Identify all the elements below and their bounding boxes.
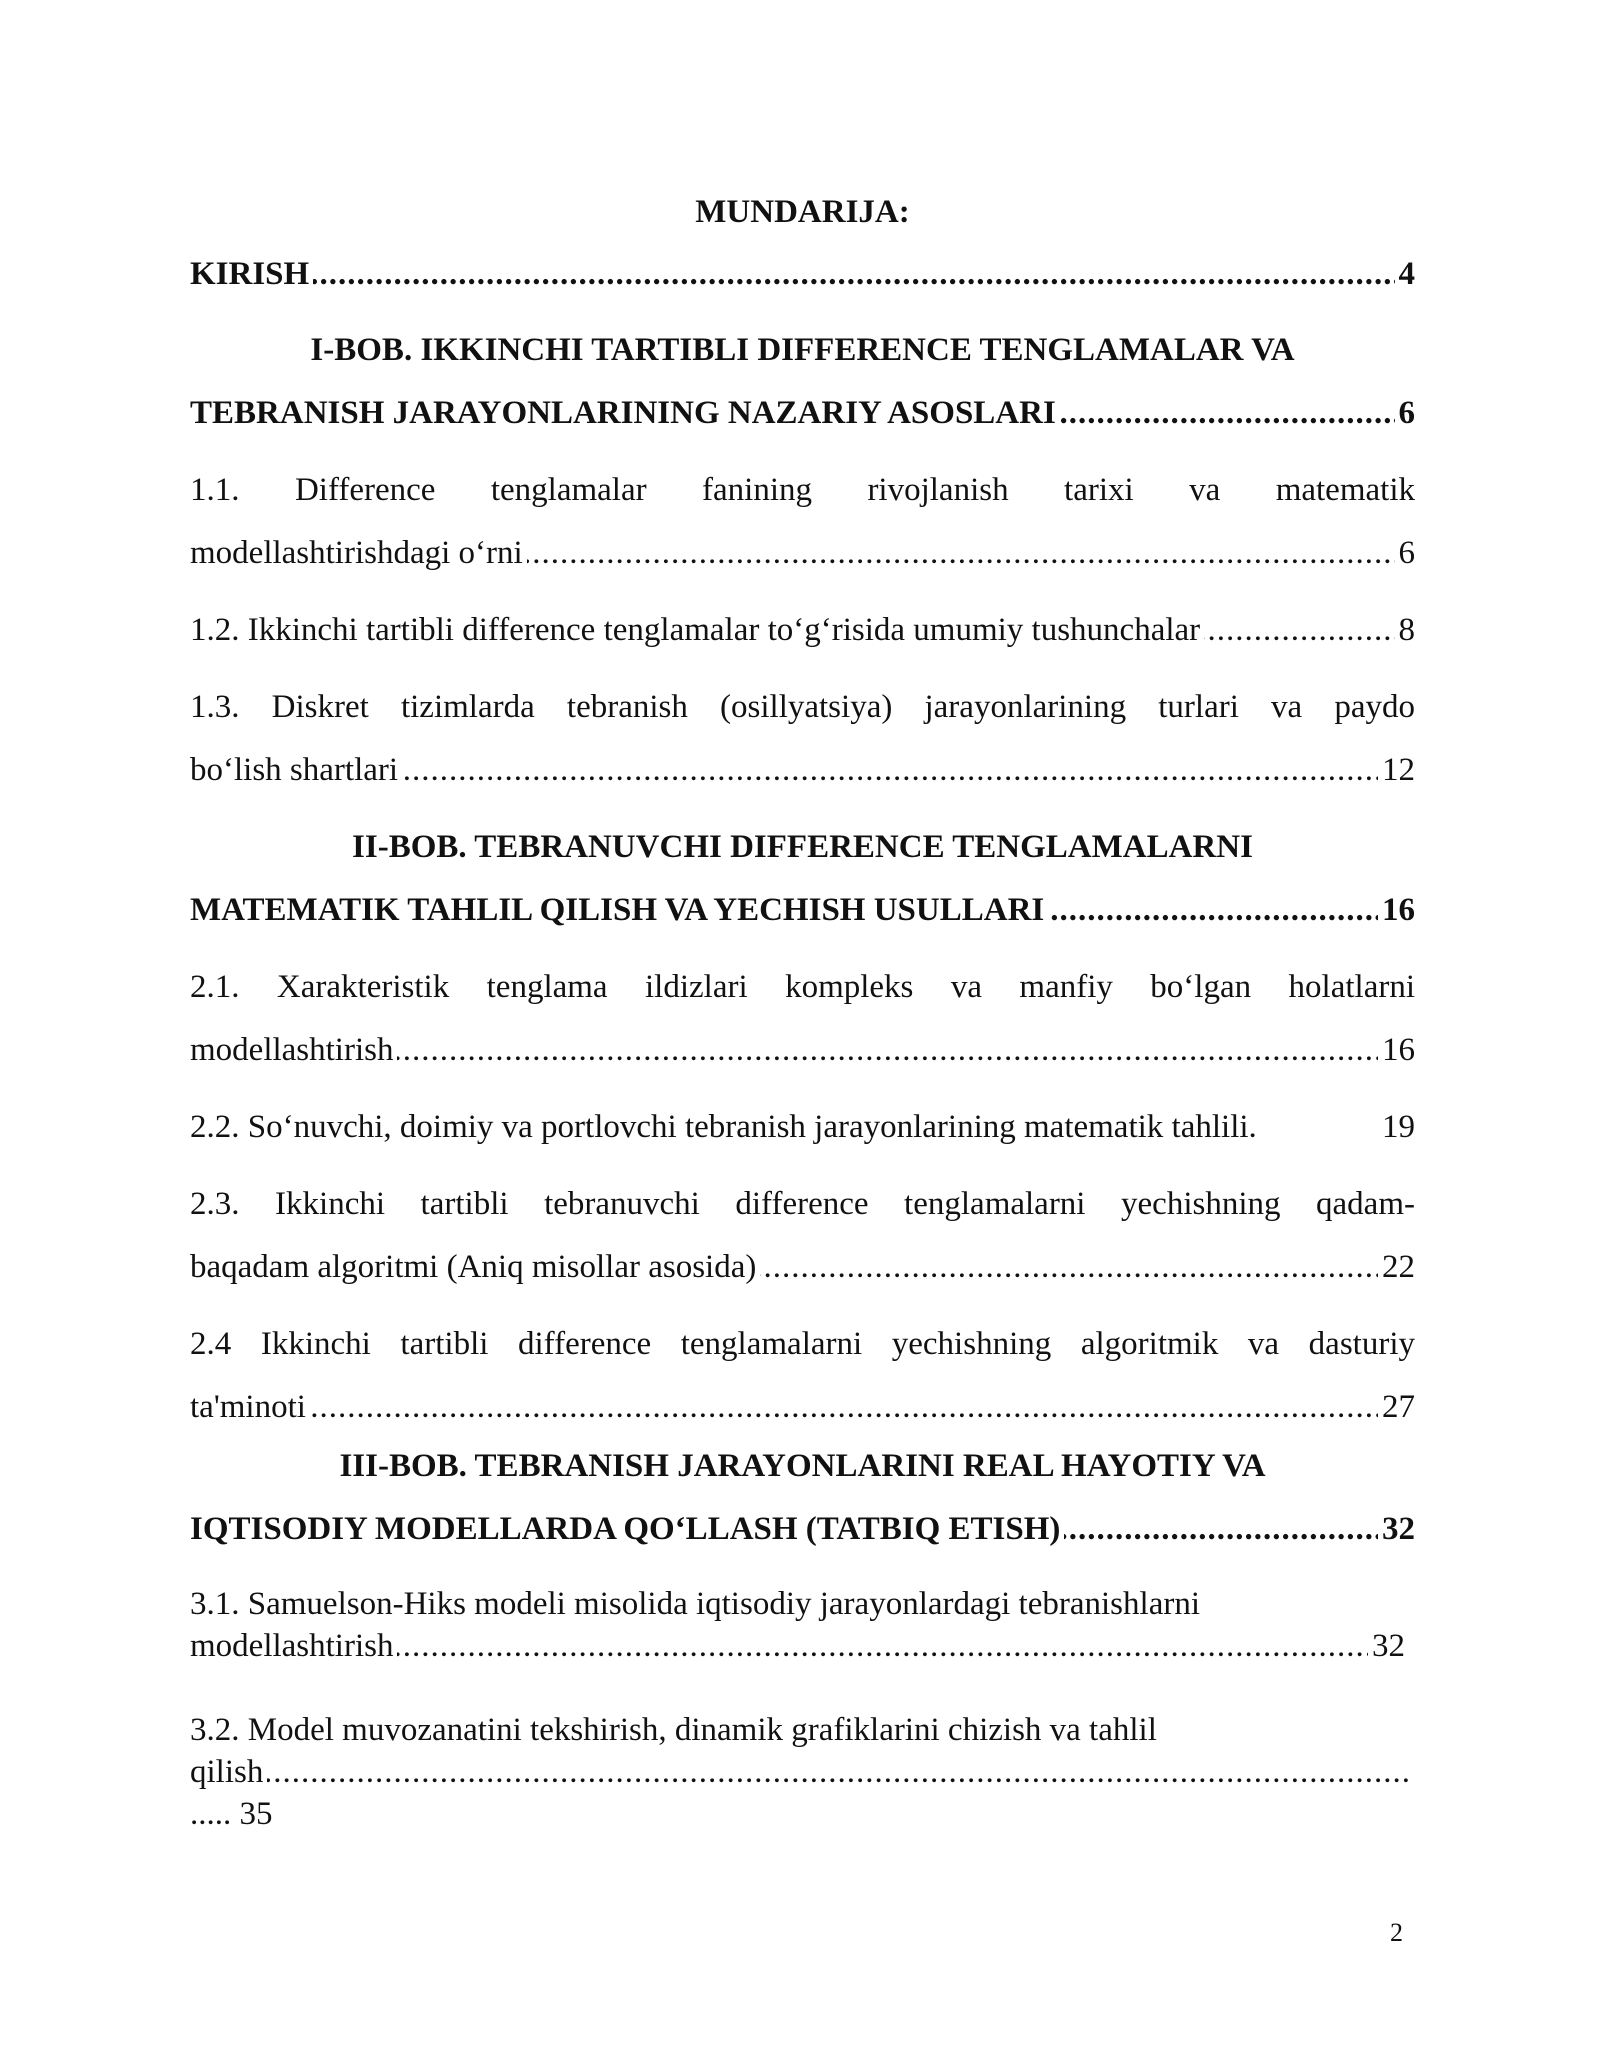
leader-dots bbox=[190, 1385, 1415, 1429]
section-1-2-label: 1.2. Ikkinchi tartibli difference tenglamalar to‘g‘risida umumiy tushunchalar bbox=[190, 608, 1204, 652]
section-3-1-line1: 3.1. Samuelson-Hiks modeli misolida iqtisodiy jarayonlardagi tebranishlarni bbox=[190, 1586, 1200, 1622]
section-2-4-line2: ta'minoti bbox=[190, 1385, 310, 1429]
leader-dots: ..... bbox=[190, 1796, 232, 1832]
toc-entry-page: 35 bbox=[239, 1796, 273, 1832]
section-1-1-line1: 1.1. Difference tenglamalar fanining rivojlanish tarixi va matematik bbox=[190, 472, 1415, 508]
section-3-2-line2: qilish bbox=[190, 1752, 267, 1792]
section-2-2-label: 2.2. So‘nuvchi, doimiy va portlovchi tebranish jarayonlarining matematik tahlili. bbox=[190, 1105, 1261, 1149]
chapter-2-title-line1: II-BOB. TEBRANUVCHI DIFFERENCE TENGLAMALARNI bbox=[352, 829, 1253, 865]
toc-entry-section-3-2 bbox=[190, 1752, 1408, 1792]
section-2-4-line1: 2.4 Ikkinchi tartibli difference tenglamalarni yechishning algoritmik va dasturiy bbox=[190, 1326, 1415, 1362]
toc-entry-page: 22 bbox=[1378, 1245, 1415, 1289]
toc-entry-section-2-1 bbox=[190, 1028, 1415, 1072]
toc-entry-page: 12 bbox=[1378, 748, 1415, 792]
toc-entry-page: 32 bbox=[1378, 1507, 1415, 1551]
section-2-3-line1: 2.3. Ikkinchi tartibli tebranuvchi difference tenglamalarni yechishning qadam- bbox=[190, 1186, 1415, 1222]
toc-entry-page: 32 bbox=[1368, 1626, 1405, 1666]
toc-entry-page: 16 bbox=[1378, 888, 1415, 932]
toc-entry-page: 8 bbox=[1395, 608, 1416, 652]
toc-entry-section-2-3 bbox=[190, 1245, 1415, 1289]
section-2-3-line2: baqadam algoritmi (Aniq misollar asosida) bbox=[190, 1245, 760, 1289]
toc-title: MUNDARIJA: bbox=[695, 194, 910, 230]
toc-entry-section-3-1 bbox=[190, 1626, 1405, 1666]
section-3-1-line2: modellashtirish bbox=[190, 1626, 397, 1666]
section-3-2-line1: 3.2. Model muvozanatini tekshirish, dinamik grafiklarini chizish va tahlil bbox=[190, 1712, 1157, 1748]
toc-entry-page: 4 bbox=[1395, 252, 1416, 296]
section-2-1-line1: 2.1. Xarakteristik tenglama ildizlari kompleks va manfiy bo‘lgan holatlarni bbox=[190, 969, 1415, 1005]
toc-entry-page: 19 bbox=[1378, 1105, 1415, 1149]
section-2-1-line2: modellashtirish bbox=[190, 1028, 397, 1072]
leader-dots bbox=[190, 1752, 1408, 1792]
toc-entry-page: 6 bbox=[1395, 391, 1416, 435]
section-1-3-line2: bo‘lish shartlari bbox=[190, 748, 402, 792]
toc-entry-chapter-1 bbox=[190, 391, 1415, 435]
toc-entry-label: KIRISH bbox=[190, 252, 313, 296]
toc-entry-section-2-2 bbox=[190, 1105, 1415, 1149]
chapter-1-title-line1: I-BOB. IKKINCHI TARTIBLI DIFFERENCE TENGLAMALAR VA bbox=[310, 332, 1295, 368]
toc-entry-section-1-3 bbox=[190, 748, 1415, 792]
chapter-2-title-line2: MATEMATIK TAHLIL QILISH VA YECHISH USULLARI bbox=[190, 888, 1048, 932]
toc-entry-section-1-1 bbox=[190, 531, 1415, 575]
toc-entry-chapter-3 bbox=[190, 1507, 1415, 1551]
toc-entry-page: 27 bbox=[1378, 1385, 1415, 1429]
chapter-3-title-line2: IQTISODIY MODELLARDA QO‘LLASH (TATBIQ ETISH) bbox=[190, 1507, 1064, 1551]
chapter-1-title-line2: TEBRANISH JARAYONLARINING NAZARIY ASOSLARI bbox=[190, 391, 1060, 435]
toc-entry-page: 6 bbox=[1395, 531, 1416, 575]
toc-entry-section-2-4 bbox=[190, 1385, 1415, 1429]
page-number: 2 bbox=[1390, 1918, 1403, 1947]
section-1-3-line1: 1.3. Diskret tizimlarda tebranish (osillyatsiya) jarayonlarining turlari va paydo bbox=[190, 689, 1415, 725]
toc-entry-page: 16 bbox=[1378, 1028, 1415, 1072]
leader-dots bbox=[190, 252, 1415, 296]
toc-entry-section-3-2-page-line bbox=[190, 1794, 1415, 1834]
toc-entry-section-1-2 bbox=[190, 608, 1415, 652]
chapter-3-title-line1: III-BOB. TEBRANISH JARAYONLARINI REAL HAYOTIY VA bbox=[339, 1448, 1266, 1484]
section-1-1-line2: modellashtirishdagi o‘rni bbox=[190, 531, 527, 575]
toc-entry-chapter-2 bbox=[190, 888, 1415, 932]
toc-entry-kirish bbox=[190, 252, 1415, 296]
